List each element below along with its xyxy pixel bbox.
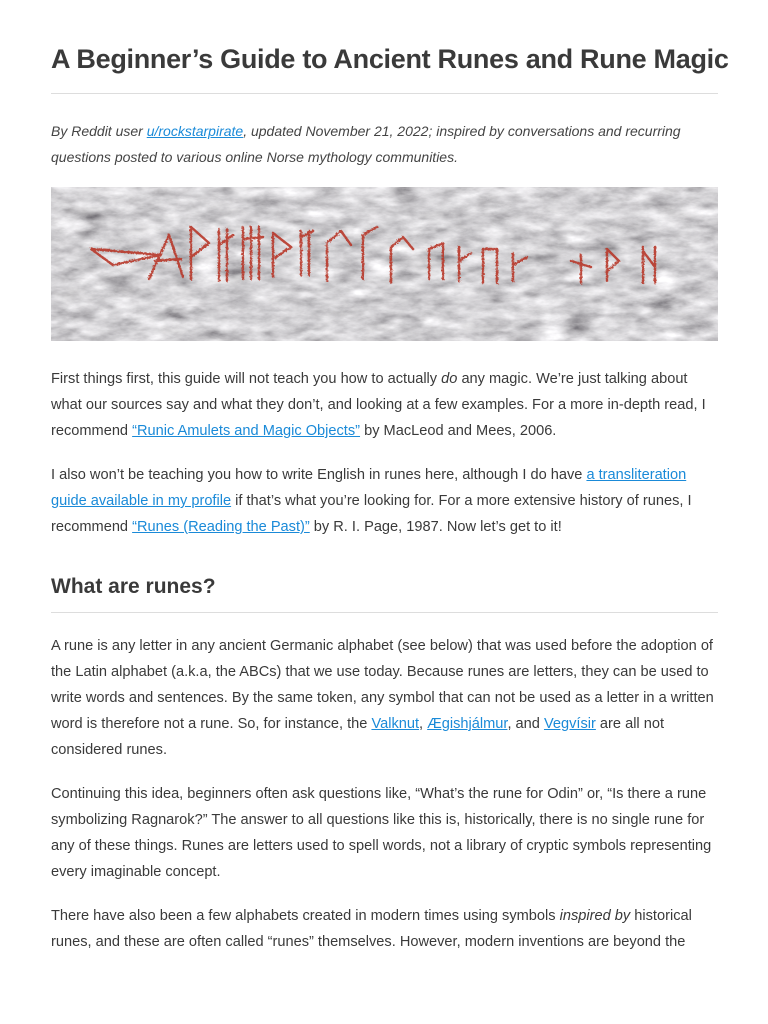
page-title: A Beginner’s Guide to Ancient Runes and Rune Magic	[51, 44, 729, 74]
s1-p3-text-b: historical runes, and these are often called “runes” themselves. However, modern inventions are beyond the	[51, 908, 692, 950]
intro-p2-text-c: by R. I. Page, 1987. Now let’s get to it!	[309, 519, 562, 535]
intro-p2-text-a: I also won’t be teaching you how to write English in runes here, although I do have	[51, 467, 587, 483]
valknut-link[interactable]: Valknut	[371, 716, 420, 732]
transliteration-guide-link[interactable]: a transliteration guide available in my profile	[51, 467, 687, 509]
s1-p1-text-a: A rune is any letter in any ancient Germanic alphabet (see below) that was used before the adoption of the Latin alphabet (a.k.a, the ABCs) that we use today. Because runes are letters, they can be used to write words and sentences. By the same token, any symbol that can not be used as a letter in a written word is therefore not a rune. So, for instance, the	[51, 638, 714, 732]
byline	[51, 118, 718, 170]
s1-p1-text-b: are all not considered runes.	[51, 716, 665, 758]
author-link[interactable]: u/rockstarpirate	[146, 123, 244, 139]
runestone-banner-image	[51, 187, 718, 341]
intro-p2-text-b: if that’s what you’re looking for. For a more extensive history of runes, I recommend	[51, 493, 692, 535]
vegvisir-link[interactable]: Vegvísir	[543, 716, 596, 732]
section-heading-what-are-runes: What are runes?	[51, 575, 216, 598]
runes-reading-the-past-link[interactable]: “Runes (Reading the Past)”	[132, 519, 310, 535]
section1-paragraph-2: Continuing this idea, beginners often ask questions like, “What’s the rune for Odin” or, “Is there a rune symbolizing Ragnarok?” The answer to all questions like this is, historically, there is no single rune for any of these things. Runes are letters used to spell words, not a library of cryptic symbols representing every imaginable concept.	[51, 786, 712, 880]
intro-p1-emphasis: do	[441, 371, 458, 387]
s1-p1-sep-1: ,	[419, 716, 428, 732]
s1-p1-sep-2: , and	[507, 716, 544, 732]
s1-p3-emphasis: inspired by	[559, 908, 631, 924]
byline-suffix: , updated November 21, 2022; inspired by conversations and recurring questions posted to various online Norse mythology communities.	[51, 123, 681, 165]
intro-p1-text-b: any magic. We’re just talking about what our sources say and what they don’t, and looking at a few examples. For a more in-depth read, I recommend	[51, 371, 706, 439]
title-divider	[51, 93, 718, 94]
runic-amulets-link[interactable]: “Runic Amulets and Magic Objects”	[132, 423, 361, 439]
intro-paragraph-1	[51, 366, 718, 444]
section-divider	[51, 612, 718, 613]
section1-paragraph-3	[51, 903, 718, 955]
section1-paragraph-1	[51, 633, 718, 763]
aegishjalmur-link[interactable]: Ægishjálmur	[427, 716, 508, 732]
byline-prefix: By Reddit user	[51, 123, 147, 139]
intro-p1-text-c: by MacLeod and Mees, 2006.	[360, 423, 557, 439]
intro-paragraph-2	[51, 462, 718, 540]
s1-p3-text-a: There have also been a few alphabets created in modern times using symbols	[51, 908, 560, 924]
intro-p1-text-a: First things first, this guide will not teach you how to actually	[51, 371, 442, 387]
